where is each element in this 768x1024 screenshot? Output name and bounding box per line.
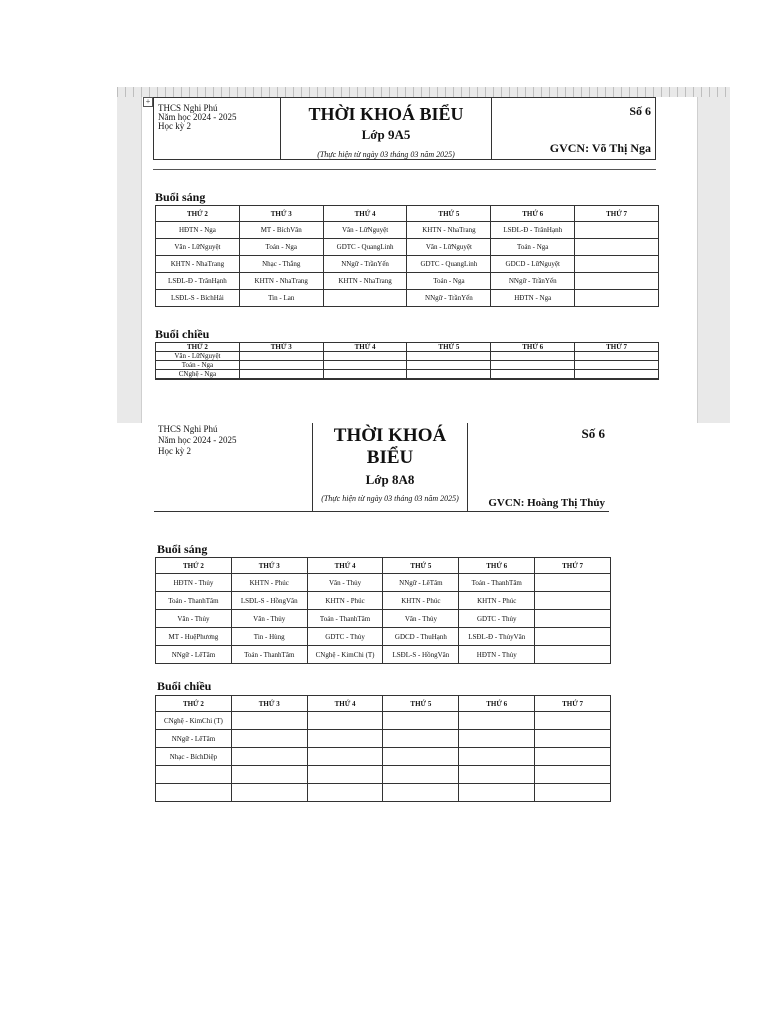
lesson-cell: Văn - LữNguyệt	[156, 352, 240, 361]
day-header: THỨ 5	[383, 696, 459, 712]
lesson-cell	[407, 361, 491, 370]
document-view-8a8	[154, 423, 611, 801]
lesson-cell: KHTN - NhaTrang	[239, 273, 323, 290]
day-header: THỨ 4	[307, 558, 383, 574]
lesson-cell	[535, 628, 611, 646]
day-header: THỨ 7	[535, 558, 611, 574]
lesson-cell: CNghệ - KimChi (T)	[307, 646, 383, 664]
table-row	[156, 256, 659, 273]
table-row	[156, 628, 611, 646]
lesson-cell: NNgữ - TrầnYến	[491, 273, 575, 290]
horizontal-ruler	[117, 87, 730, 97]
day-header: THỨ 5	[383, 558, 459, 574]
lesson-cell: GDTC - QuangLinh	[323, 239, 407, 256]
morning-table-9a5	[155, 205, 659, 307]
afternoon-label: Buổi chiều	[155, 327, 210, 341]
school-info	[154, 98, 281, 160]
lesson-cell	[535, 646, 611, 664]
afternoon-table-8a8	[155, 695, 611, 802]
lesson-cell	[535, 784, 611, 802]
lesson-cell	[459, 712, 535, 730]
lesson-cell	[231, 730, 307, 748]
lesson-cell	[307, 730, 383, 748]
document-view-9a5	[117, 87, 730, 423]
lesson-cell	[491, 370, 575, 379]
lesson-cell: Tin - Lan	[239, 290, 323, 307]
lesson-cell	[535, 712, 611, 730]
lesson-cell: Toán - ThanhTâm	[156, 592, 232, 610]
table-row	[156, 352, 659, 361]
lesson-cell	[535, 592, 611, 610]
lesson-cell: LSĐL-S - HồngVân	[383, 646, 459, 664]
lesson-cell: Toán - ThanhTâm	[307, 610, 383, 628]
lesson-cell	[459, 784, 535, 802]
lesson-cell	[459, 730, 535, 748]
lesson-cell	[383, 766, 459, 784]
school-year: Năm học 2024 - 2025	[158, 435, 237, 445]
day-header: THỨ 7	[535, 696, 611, 712]
lesson-cell	[231, 784, 307, 802]
day-header: THỨ 5	[407, 343, 491, 352]
lesson-cell	[575, 370, 659, 379]
school-name: THCS Nghi Phú	[158, 103, 218, 113]
school-info	[154, 423, 313, 512]
header-table-9a5	[153, 97, 656, 160]
table-row	[156, 574, 611, 592]
lesson-cell: NNgữ - LêTâm	[383, 574, 459, 592]
lesson-cell: KHTN - NhaTrang	[156, 256, 240, 273]
lesson-cell	[231, 748, 307, 766]
lesson-cell	[307, 748, 383, 766]
lesson-cell	[231, 766, 307, 784]
day-header: THỨ 2	[156, 558, 232, 574]
lesson-cell: KHTN - Phúc	[307, 592, 383, 610]
lesson-cell	[491, 352, 575, 361]
day-header: THỨ 3	[231, 696, 307, 712]
schedule-number: Số 6	[581, 426, 605, 441]
lesson-cell	[323, 379, 407, 380]
lesson-cell: LSĐL-Đ - TrânHạnh	[491, 222, 575, 239]
table-row	[156, 361, 659, 370]
morning-table-8a8	[155, 557, 611, 664]
lesson-cell: GDTC - Thủy	[307, 628, 383, 646]
lesson-cell: KHTN - Phúc	[459, 592, 535, 610]
lesson-cell	[407, 370, 491, 379]
lesson-cell	[323, 370, 407, 379]
lesson-cell: HĐTN - Nga	[156, 222, 240, 239]
table-row	[156, 646, 611, 664]
lesson-cell: Toán - Nga	[239, 239, 323, 256]
afternoon-label: Buổi chiều	[157, 679, 212, 693]
lesson-cell	[535, 766, 611, 784]
morning-label: Buổi sáng	[155, 190, 206, 204]
day-header-row	[156, 558, 611, 574]
page-title: THỜI KHOÁ BIỂU	[308, 104, 464, 124]
lesson-cell: Toán - ThanhTâm	[231, 646, 307, 664]
lesson-cell	[491, 379, 575, 380]
lesson-cell: Nhạc - BíchDiệp	[156, 748, 232, 766]
effective-date: (Thực hiện từ ngày 03 tháng 03 năm 2025)	[321, 494, 459, 503]
day-header: THỨ 7	[575, 206, 659, 222]
lesson-cell	[575, 256, 659, 273]
table-row	[156, 766, 611, 784]
lesson-cell: KHTN - Phúc	[383, 592, 459, 610]
day-header: THỨ 5	[407, 206, 491, 222]
lesson-cell: LSĐL-Đ - ThủyVân	[459, 628, 535, 646]
day-header: THỨ 3	[239, 206, 323, 222]
lesson-cell	[407, 352, 491, 361]
day-header: THỨ 4	[323, 343, 407, 352]
lesson-cell	[239, 370, 323, 379]
school-term: Học kỳ 2	[158, 121, 191, 131]
table-row	[156, 273, 659, 290]
lesson-cell: Văn - LữNguyệt	[323, 222, 407, 239]
lesson-cell: Văn - Thủy	[307, 574, 383, 592]
day-header: THỨ 3	[239, 343, 323, 352]
lesson-cell	[459, 748, 535, 766]
lesson-cell	[383, 712, 459, 730]
lesson-cell: Toán - ThanhTâm	[459, 574, 535, 592]
lesson-cell: NNgữ - LêTâm	[156, 646, 232, 664]
lesson-cell	[459, 766, 535, 784]
lesson-cell: Văn - Thủy	[156, 610, 232, 628]
lesson-cell: GDTC - Thủy	[459, 610, 535, 628]
lesson-cell: Tin - Hùng	[231, 628, 307, 646]
lesson-cell: MT - BíchVân	[239, 222, 323, 239]
lesson-cell	[383, 748, 459, 766]
lesson-cell	[575, 273, 659, 290]
homeroom-teacher: GVCN: Võ Thị Nga	[549, 141, 651, 155]
lesson-cell	[156, 379, 240, 380]
header-table-8a8	[154, 423, 609, 512]
table-row	[156, 592, 611, 610]
day-header: THỨ 6	[459, 696, 535, 712]
table-row	[156, 748, 611, 766]
day-header: THỨ 4	[323, 206, 407, 222]
day-header: THỨ 2	[156, 696, 232, 712]
lesson-cell	[383, 730, 459, 748]
lesson-cell: GDCD - ThuHạnh	[383, 628, 459, 646]
lesson-cell	[535, 610, 611, 628]
lesson-cell	[307, 766, 383, 784]
table-move-handle-icon[interactable]: +	[143, 97, 153, 107]
lesson-cell: Văn - LữNguyệt	[156, 239, 240, 256]
lesson-cell	[323, 290, 407, 307]
lesson-cell	[231, 712, 307, 730]
page-title: THỜI KHOÁ BIỂU	[333, 425, 447, 468]
lesson-cell: LSĐL-S - HồngVân	[231, 592, 307, 610]
lesson-cell: NNgữ - TrầnYến	[323, 256, 407, 273]
lesson-cell	[535, 730, 611, 748]
day-header-row	[156, 206, 659, 222]
number-block	[492, 98, 656, 160]
effective-date: (Thực hiện từ ngày 03 tháng 03 năm 2025)	[317, 150, 455, 159]
table-row	[156, 379, 659, 380]
table-row	[156, 712, 611, 730]
table-row	[156, 370, 659, 379]
day-header: THỨ 2	[156, 206, 240, 222]
lesson-cell: GDCD - LữNguyệt	[491, 256, 575, 273]
lesson-cell	[307, 784, 383, 802]
lesson-cell	[575, 239, 659, 256]
table-row	[156, 239, 659, 256]
lesson-cell	[239, 361, 323, 370]
lesson-cell	[407, 379, 491, 380]
lesson-cell	[575, 361, 659, 370]
lesson-cell: CNghệ - KimChi (T)	[156, 712, 232, 730]
day-header: THỨ 2	[156, 343, 240, 352]
lesson-cell: GDTC - QuangLinh	[407, 256, 491, 273]
lesson-cell: CNghệ - Nga	[156, 370, 240, 379]
title-block	[281, 98, 492, 160]
lesson-cell	[575, 379, 659, 380]
morning-label: Buổi sáng	[157, 542, 208, 556]
afternoon-table-9a5	[155, 342, 659, 380]
number-block	[468, 423, 610, 512]
lesson-cell	[307, 712, 383, 730]
lesson-cell: Văn - Thủy	[231, 610, 307, 628]
day-header: THỨ 6	[459, 558, 535, 574]
lesson-cell	[575, 222, 659, 239]
day-header: THỨ 3	[231, 558, 307, 574]
lesson-cell: KHTN - NhaTrang	[407, 222, 491, 239]
table-row	[156, 290, 659, 307]
school-name: THCS Nghi Phú	[158, 424, 218, 434]
lesson-cell	[535, 574, 611, 592]
divider	[153, 169, 656, 170]
lesson-cell: HĐTN - Thủy	[459, 646, 535, 664]
lesson-cell	[491, 361, 575, 370]
table-row	[156, 222, 659, 239]
day-header: THỨ 6	[491, 343, 575, 352]
day-header: THỨ 4	[307, 696, 383, 712]
day-header: THỨ 7	[575, 343, 659, 352]
lesson-cell: LSĐL-Đ - TrânHạnh	[156, 273, 240, 290]
lesson-cell: NNgữ - LêTâm	[156, 730, 232, 748]
lesson-cell: KHTN - NhaTrang	[323, 273, 407, 290]
lesson-cell	[323, 361, 407, 370]
school-year: Năm học 2024 - 2025	[158, 112, 237, 122]
lesson-cell: MT - HuệPhương	[156, 628, 232, 646]
table-row	[156, 610, 611, 628]
day-header-row	[156, 696, 611, 712]
lesson-cell: Toán - Nga	[491, 239, 575, 256]
class-name: Lớp 9A5	[361, 127, 411, 142]
lesson-cell: Văn - LữNguyệt	[407, 239, 491, 256]
lesson-cell	[156, 766, 232, 784]
lesson-cell	[535, 748, 611, 766]
lesson-cell	[239, 352, 323, 361]
lesson-cell: KHTN - Phúc	[231, 574, 307, 592]
lesson-cell: HĐTN - Nga	[491, 290, 575, 307]
schedule-number: Số 6	[629, 104, 651, 118]
lesson-cell	[239, 379, 323, 380]
day-header: THỨ 6	[491, 206, 575, 222]
day-header-row	[156, 343, 659, 352]
table-row	[156, 784, 611, 802]
lesson-cell	[383, 784, 459, 802]
lesson-cell: Nhạc - Thắng	[239, 256, 323, 273]
table-row	[156, 730, 611, 748]
lesson-cell	[575, 352, 659, 361]
lesson-cell: HĐTN - Thủy	[156, 574, 232, 592]
lesson-cell	[323, 352, 407, 361]
lesson-cell: Văn - Thủy	[383, 610, 459, 628]
lesson-cell	[575, 290, 659, 307]
lesson-cell: Toán - Nga	[156, 361, 240, 370]
lesson-cell: LSĐL-S - BíchHải	[156, 290, 240, 307]
title-block	[313, 423, 468, 512]
lesson-cell: Toán - Nga	[407, 273, 491, 290]
lesson-cell: NNgữ - TrầnYến	[407, 290, 491, 307]
school-term: Học kỳ 2	[158, 446, 191, 456]
class-name: Lớp 8A8	[365, 472, 415, 487]
lesson-cell	[156, 784, 232, 802]
homeroom-teacher: GVCN: Hoàng Thị Thủy	[488, 497, 605, 509]
